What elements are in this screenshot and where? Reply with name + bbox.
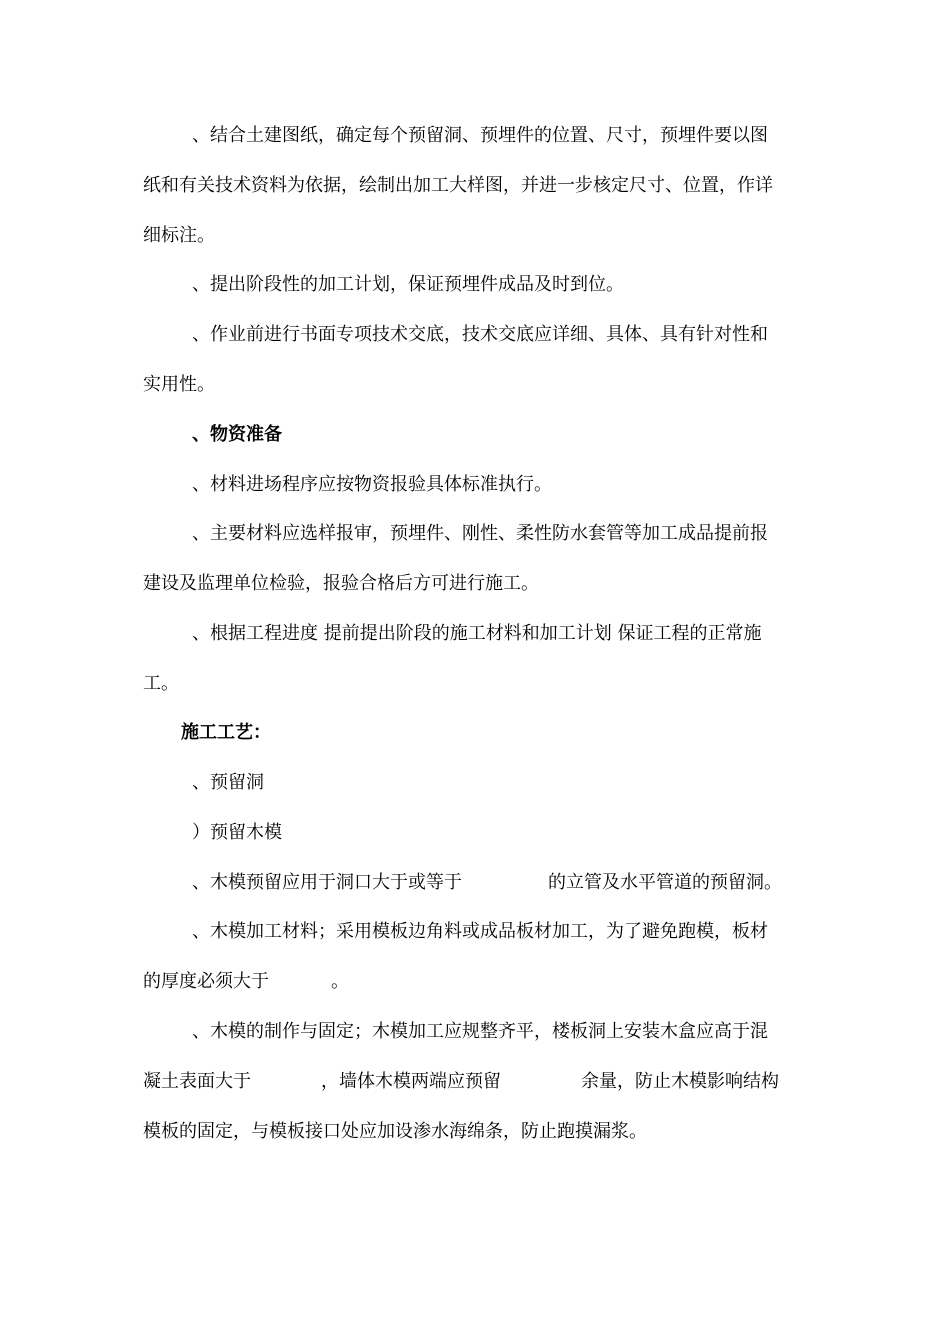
heading-material-prep: 、物资准备 (192, 424, 282, 445)
para-wood-fixing-line1: 、木模的制作与固定；木模加工应规整齐平，楼板洞上安装木盒应高于混 (192, 1021, 768, 1042)
para-drawing-line3: 细标注。 (143, 225, 215, 246)
para-wood-fixing-line2 (143, 1070, 779, 1094)
para-wood-material-line2 (143, 970, 349, 994)
subheading-wood-mold: ）预留木模 (192, 822, 282, 843)
para-plan: 、提出阶段性的加工计划，保证预埋件成品及时到位。 (192, 274, 624, 295)
para-wood-material-line2-a: 的厚度必须大于 (143, 971, 269, 992)
para-wood-fixing-line3: 模板的固定，与模板接口处应加设渗水海绵条，防止跑摸漏浆。 (143, 1121, 647, 1142)
para-wood-fixing-line2-a: 凝土表面大于 (143, 1071, 251, 1092)
para-sample-line2: 建设及监理单位检验，报验合格后方可进行施工。 (143, 573, 539, 594)
para-wood-usage (192, 871, 782, 895)
para-material-entry: 、材料进场程序应按物资报验具体标准执行。 (192, 474, 552, 495)
para-drawing-line1: 、结合土建图纸，确定每个预留洞、预埋件的位置、尺寸，预埋件要以图 (192, 125, 768, 146)
para-wood-usage-b: 的立管及水平管道的预留洞。 (548, 872, 782, 893)
subheading-reserved-hole: 、预留洞 (192, 772, 264, 793)
para-wood-material-line1: 、木模加工材料；采用模板边角料或成品板材加工，为了避免跑模，板材 (192, 921, 768, 942)
heading-construction-process: 施工工艺： (181, 722, 271, 743)
para-wood-fixing-line2-b: ，墙体木模两端应预留 (321, 1071, 501, 1092)
para-wood-usage-a: 、木模预留应用于洞口大于或等于 (192, 872, 462, 893)
para-sample-line1: 、主要材料应选样报审，预埋件、刚性、柔性防水套管等加工成品提前报 (192, 523, 768, 544)
para-wood-fixing-line2-c: 余量，防止木模影响结构 (581, 1071, 779, 1092)
para-briefing-line1: 、作业前进行书面专项技术交底，技术交底应详细、具体、具有针对性和 (192, 324, 768, 345)
para-briefing-line2: 实用性。 (143, 374, 215, 395)
para-wood-material-line2-b: 。 (331, 971, 349, 992)
para-schedule-line1: 、根据工程进度 提前提出阶段的施工材料和加工计划 保证工程的正常施 (192, 623, 762, 644)
para-schedule-line2: 工。 (143, 673, 179, 694)
para-drawing-line2: 纸和有关技术资料为依据，绘制出加工大样图，并进一步核定尺寸、位置，作详 (143, 175, 773, 196)
